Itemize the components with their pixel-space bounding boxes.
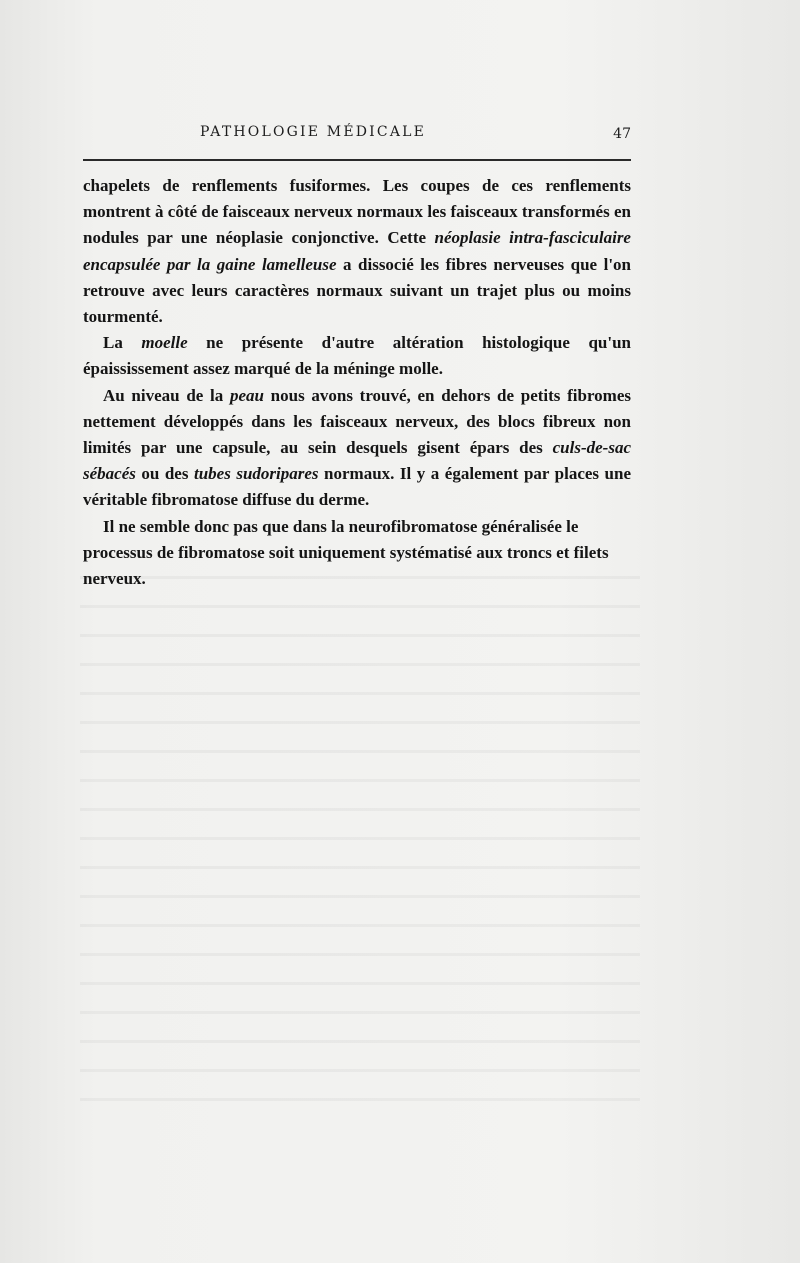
paragraph-2-italic: moelle: [141, 333, 188, 353]
paragraph-4-text: Il ne semble donc pas que dans la neurofibromatose généralisée le processus de fibromatose soit uniquement systématisé aux troncs et filets nerveux.: [83, 516, 609, 589]
paragraph-3-italic-2: culs-de-sac sébacés: [83, 438, 631, 484]
page-header: [83, 122, 631, 146]
paragraph-3-text-2: nous avons trouvé, en dehors de petits fibromes nettement développés dans les faisceaux nerveux, des blocs fibreux non limités par une capsule, au sein desquels gisent épars des: [83, 385, 631, 458]
header-rule: [83, 159, 631, 161]
running-head: PATHOLOGIE MÉDICALE: [199, 124, 427, 140]
body-text: [83, 173, 631, 592]
paragraph-3-italic-3: tubes sudoripares: [193, 464, 319, 484]
bleed-through-texture: [80, 560, 640, 1120]
paragraph-1-italic: néoplasie intra-fasciculaire encapsulée par la gaine lamelleuse: [83, 228, 631, 274]
paragraph-2-text-1: La: [103, 333, 142, 353]
page-number: 47: [613, 126, 631, 142]
paragraph-1-text-1: chapelets de renflements fusiformes. Les coupes de ces renflements montrent à côté de faisceaux nerveux normaux les faisceaux transformés en nodules par une néoplasie conjonctive. Cette: [83, 176, 631, 248]
paragraph-2-text-2: ne présente d'autre altération histologique qu'un épaississement assez marqué de la méninge molle.: [83, 333, 631, 379]
paragraph-3-italic-1: peau: [229, 385, 264, 405]
paragraph-4: [83, 514, 631, 593]
paragraph-1-text-2: a dissocié les fibres nerveuses que l'on retrouve avec leurs caractères normaux suivant un trajet plus ou moins tourmenté.: [83, 254, 631, 327]
paragraph-3-text-1: Au niveau de la: [103, 385, 230, 405]
paragraph-3-text-4: normaux. Il y a également par places une véritable fibromatose diffuse du derme.: [83, 464, 631, 510]
paragraph-1: [83, 173, 631, 330]
paragraph-2: [83, 330, 631, 382]
paragraph-3: [83, 383, 631, 514]
paragraph-3-text-3: ou des: [135, 464, 194, 484]
